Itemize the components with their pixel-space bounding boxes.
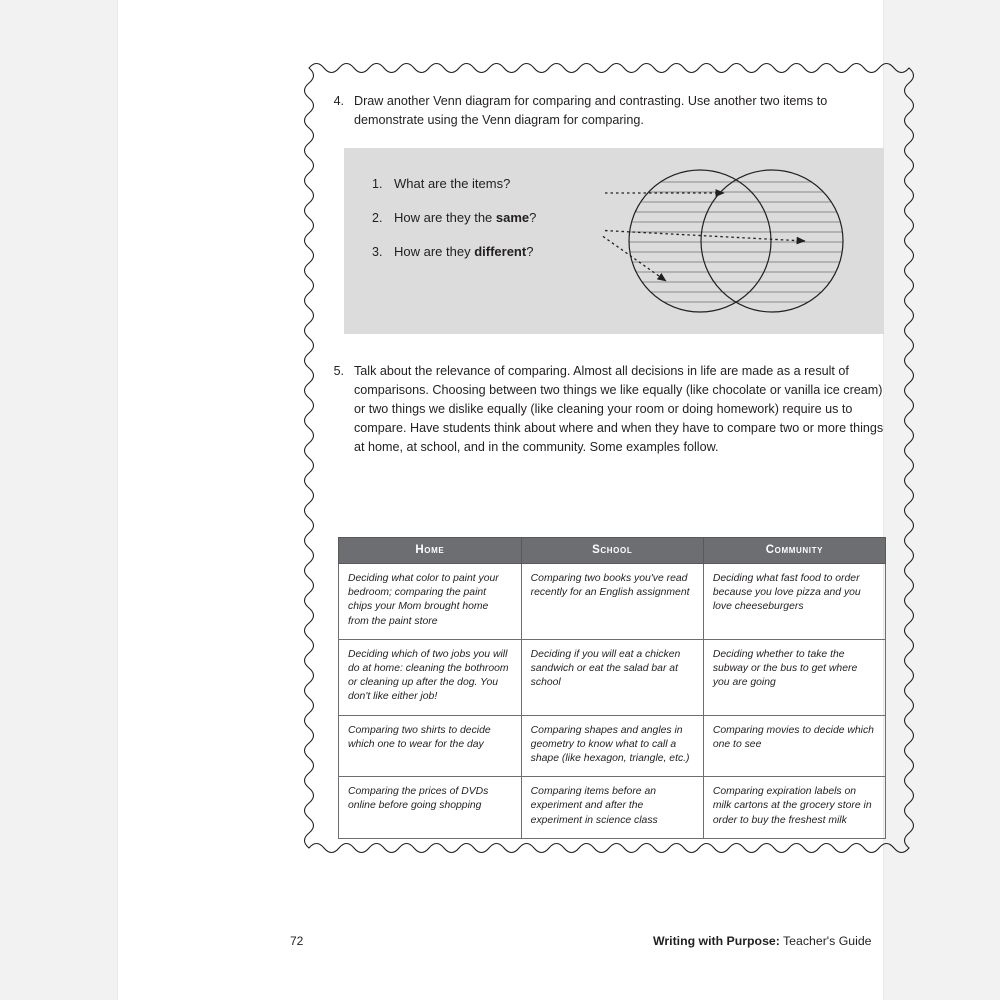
table-row	[339, 715, 886, 777]
venn-question-3-text: How are they different?	[394, 244, 534, 259]
page-sheet	[118, 0, 883, 1000]
venn-question-3-number: 3.	[372, 245, 383, 259]
venn-question-2-text: How are they the same?	[394, 210, 537, 225]
arrow-different-left	[602, 230, 666, 281]
table-cell: Deciding what fast food to order because you love pizza and you love cheeseburgers	[703, 564, 885, 640]
page-number: 72	[290, 934, 304, 948]
list-item-4-text: Draw another Venn diagram for comparing and contrasting. Use another two items to demonstrate using the Venn diagram for comparing.	[354, 94, 828, 127]
venn-question-1-number: 1.	[372, 177, 383, 191]
table-cell: Deciding whether to take the subway or the bus to get where you are going	[703, 639, 885, 715]
venn-question-2	[372, 210, 622, 225]
table-cell: Comparing items before an experiment and after the experiment in science class	[521, 777, 703, 839]
table-header-school: School	[521, 538, 703, 564]
table-cell: Comparing two books you've read recently for an English assignment	[521, 564, 703, 640]
list-item-4	[318, 92, 896, 130]
examples-table	[338, 537, 886, 839]
list-item-5	[318, 362, 890, 457]
table-cell: Comparing two shirts to decide which one to wear for the day	[339, 715, 522, 777]
table-cell: Deciding if you will eat a chicken sandwich or eat the salad bar at school	[521, 639, 703, 715]
table-cell: Deciding what color to paint your bedroom; comparing the paint chips your Mom brought home from the paint store	[339, 564, 522, 640]
table-header-home: Home	[339, 538, 522, 564]
venn-question-2-number: 2.	[372, 211, 383, 225]
table-row	[339, 777, 886, 839]
venn-diagram-graphic	[602, 148, 884, 334]
venn-question-1-text: What are the items?	[394, 176, 511, 191]
table-cell: Comparing shapes and angles in geometry to know what to call a shape (like hexagon, triangle, etc.)	[521, 715, 703, 777]
venn-diagram-panel	[344, 148, 884, 334]
list-item-5-number: 5.	[333, 364, 344, 378]
table-cell: Deciding which of two jobs you will do at home: cleaning the bothroom or cleaning up after the dog. You don't like either job!	[339, 639, 522, 715]
table-header-community: Community	[703, 538, 885, 564]
table-cell: Comparing the prices of DVDs online before going shopping	[339, 777, 522, 839]
footer-title	[653, 934, 872, 948]
venn-question-3	[372, 244, 622, 259]
table-row	[339, 639, 886, 715]
footer-title-bold: Writing with Purpose:	[653, 934, 780, 948]
table-cell: Comparing expiration labels on milk cartons at the grocery store in order to buy the freshest milk	[703, 777, 885, 839]
venn-circle-right	[701, 170, 843, 312]
table-cell: Comparing movies to decide which one to see	[703, 715, 885, 777]
list-item-4-number: 4.	[333, 94, 344, 108]
venn-circle-left	[629, 170, 771, 312]
venn-questions-list	[372, 176, 622, 278]
venn-question-1	[372, 176, 622, 191]
footer-title-rest: Teacher's Guide	[779, 934, 872, 948]
table-header-row	[339, 538, 886, 564]
list-item-5-text: Talk about the relevance of comparing. Almost all decisions in life are made as a result of comparisons. Choosing between two things we like equally (like chocolate or vanilla ice cream) or two things we dislike equally (like cleaning your room or doing homework) require us to compare. Have students think about where and when they have to compare two or more things at home, at school, and in the community. Some examples follow.	[354, 364, 884, 454]
table-row	[339, 564, 886, 640]
